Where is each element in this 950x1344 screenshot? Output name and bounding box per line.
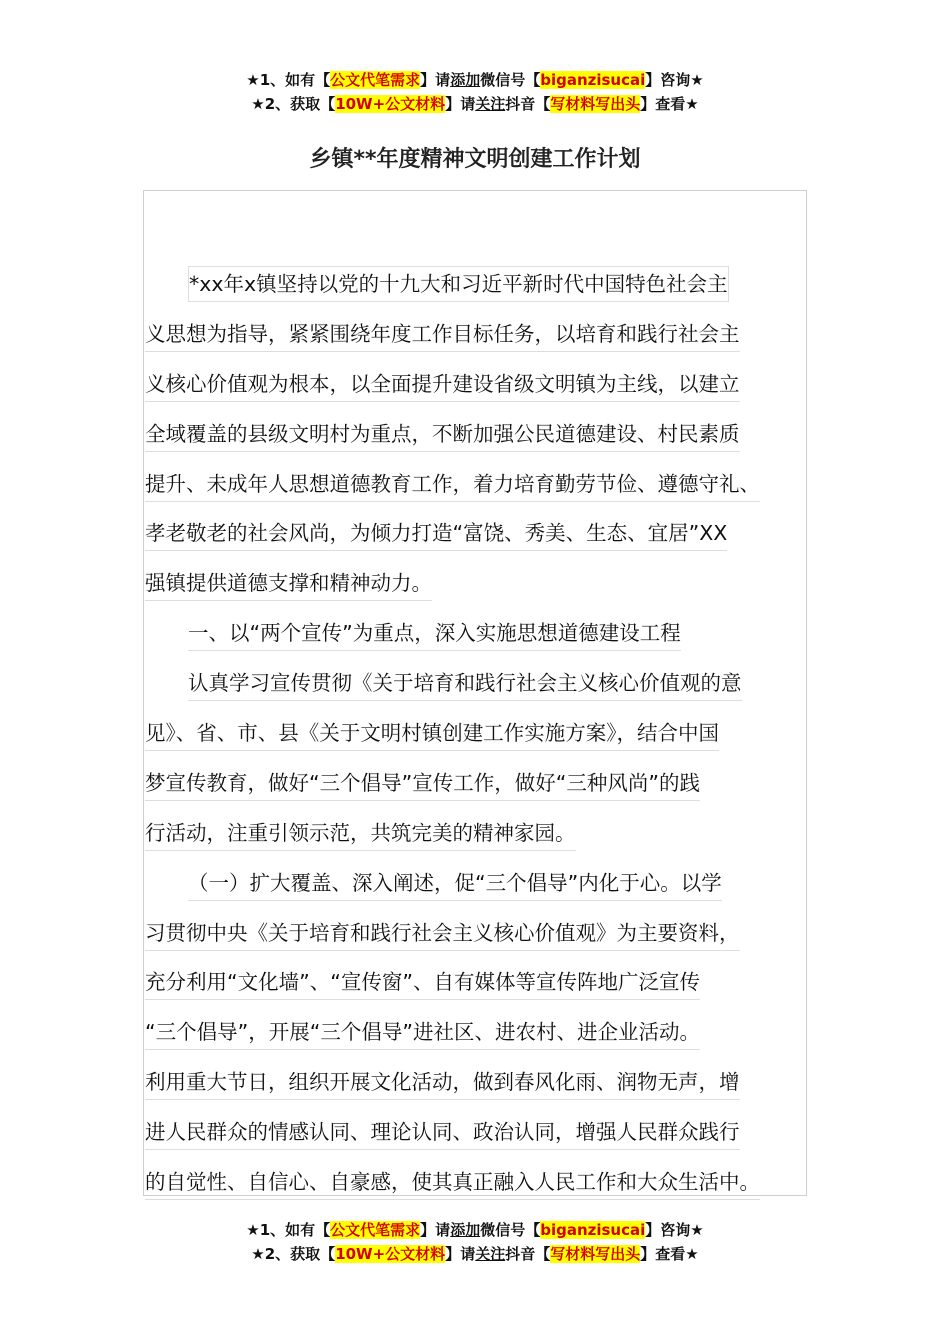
banner-text: 】查看★: [640, 1245, 699, 1263]
footer-banner: [0, 1218, 950, 1266]
banner-highlight: biganzisucai: [540, 1221, 646, 1239]
line-text: 义核心价值观为根本，以全面提升建设省级文明镇为主线，以建立: [145, 367, 740, 402]
text-line: [145, 509, 800, 559]
banner-text: 抖音【: [505, 1245, 551, 1263]
banner-highlight: 10W+公文材料: [335, 95, 446, 113]
line-text: 提升、未成年人思想道德教育工作，着力培育勤劳节俭、遵德守礼、: [145, 467, 760, 502]
text-line: [145, 1108, 800, 1158]
text-line: [145, 1158, 800, 1208]
banner-highlight: biganzisucai: [540, 71, 646, 89]
line-text: 进人民群众的情感认同、理论认同、政治认同，增强人民群众践行: [145, 1115, 740, 1150]
text-line: [145, 809, 800, 859]
banner-highlight: 公文代笔需求: [330, 71, 421, 89]
document-title: 乡镇**年度精神文明创建工作计划: [309, 147, 641, 172]
document-body: [145, 260, 800, 1208]
line-text: 孝老敬老的社会风尚，为倾力打造“富饶、秀美、生态、宜居”XX: [145, 516, 727, 551]
banner-underline: 添加: [450, 1221, 481, 1239]
banner-text: 】咨询★: [645, 71, 704, 89]
banner-text: 】请: [420, 71, 451, 89]
line-text: （一）扩大覆盖、深入阐述，促“三个倡导”内化于心。以学: [188, 866, 722, 901]
text-line: [145, 559, 800, 609]
text-line: [145, 909, 800, 959]
banner-highlight: 写材料写出头: [550, 95, 641, 113]
text-line: [145, 958, 800, 1008]
line-text: 全域覆盖的县级文明村为重点，不断加强公民道德建设、村民素质: [145, 417, 740, 452]
banner-underline: 关注: [475, 95, 506, 113]
banner-text: 微信号【: [480, 1221, 541, 1239]
text-line: [145, 1008, 800, 1058]
text-line: [145, 709, 800, 759]
banner-text: 抖音【: [505, 95, 551, 113]
banner-highlight: 公文代笔需求: [330, 1221, 421, 1239]
banner-text: ★2、获取【: [251, 1245, 336, 1263]
line-text: 强镇提供道德支撑和精神动力。: [145, 566, 432, 601]
line-text: 利用重大节日，组织开展文化活动，做到春风化雨、润物无声，增: [145, 1065, 740, 1100]
banner-underline: 关注: [475, 1245, 506, 1263]
banner-underline: 添加: [450, 71, 481, 89]
text-line: [145, 759, 800, 809]
line-text: 一、以“两个宣传”为重点，深入实施思想道德建设工程: [188, 616, 681, 651]
footer-banner-line-2: [0, 1242, 950, 1266]
banner-highlight: 10W+公文材料: [335, 1245, 446, 1263]
banner-text: ★1、如有【: [246, 1221, 331, 1239]
line-text: 的自觉性、自信心、自豪感，使其真正融入人民工作和大众生活中。: [145, 1165, 760, 1200]
header-banner-line-1: [0, 68, 950, 92]
footer-banner-line-1: [0, 1218, 950, 1242]
banner-text: 】咨询★: [645, 1221, 704, 1239]
line-text: 行活动，注重引领示范，共筑完美的精神家园。: [145, 816, 576, 851]
line-text: 充分利用“文化墙”、“宣传窗”、自有媒体等宣传阵地广泛宣传: [145, 965, 700, 1000]
header-banner: [0, 68, 950, 116]
line-text: 义思想为指导，紧紧围绕年度工作目标任务，以培育和践行社会主: [145, 317, 740, 352]
text-line: [145, 360, 800, 410]
line-text: *xx年x镇坚持以党的十九大和习近平新时代中国特色社会主: [188, 266, 729, 302]
banner-text: 】查看★: [640, 95, 699, 113]
banner-text: 】请: [445, 1245, 476, 1263]
banner-text: 】请: [445, 95, 476, 113]
text-line: [145, 410, 800, 460]
line-text: “三个倡导”，开展“三个倡导”进社区、进农村、进企业活动。: [145, 1015, 700, 1050]
text-line: [145, 260, 800, 310]
text-line: [145, 859, 800, 909]
line-text: 习贯彻中央《关于培育和践行社会主义核心价值观》为主要资料，: [145, 916, 740, 951]
text-line: [145, 1058, 800, 1108]
banner-text: 】请: [420, 1221, 451, 1239]
banner-highlight: 写材料写出头: [550, 1245, 641, 1263]
banner-text: 微信号【: [480, 71, 541, 89]
section-heading: [145, 609, 800, 659]
text-line: [145, 460, 800, 510]
header-banner-line-2: [0, 92, 950, 116]
line-text: 认真学习宣传贯彻《关于培育和践行社会主义核心价值观的意: [188, 666, 742, 701]
banner-text: ★1、如有【: [246, 71, 331, 89]
text-line: [145, 310, 800, 360]
banner-text: ★2、获取【: [251, 95, 336, 113]
text-line: [145, 659, 800, 709]
line-text: 见》、省、市、县《关于文明村镇创建工作实施方案》，结合中国: [145, 716, 719, 751]
line-text: 梦宣传教育，做好“三个倡导”宣传工作，做好“三种风尚”的践: [145, 766, 700, 801]
